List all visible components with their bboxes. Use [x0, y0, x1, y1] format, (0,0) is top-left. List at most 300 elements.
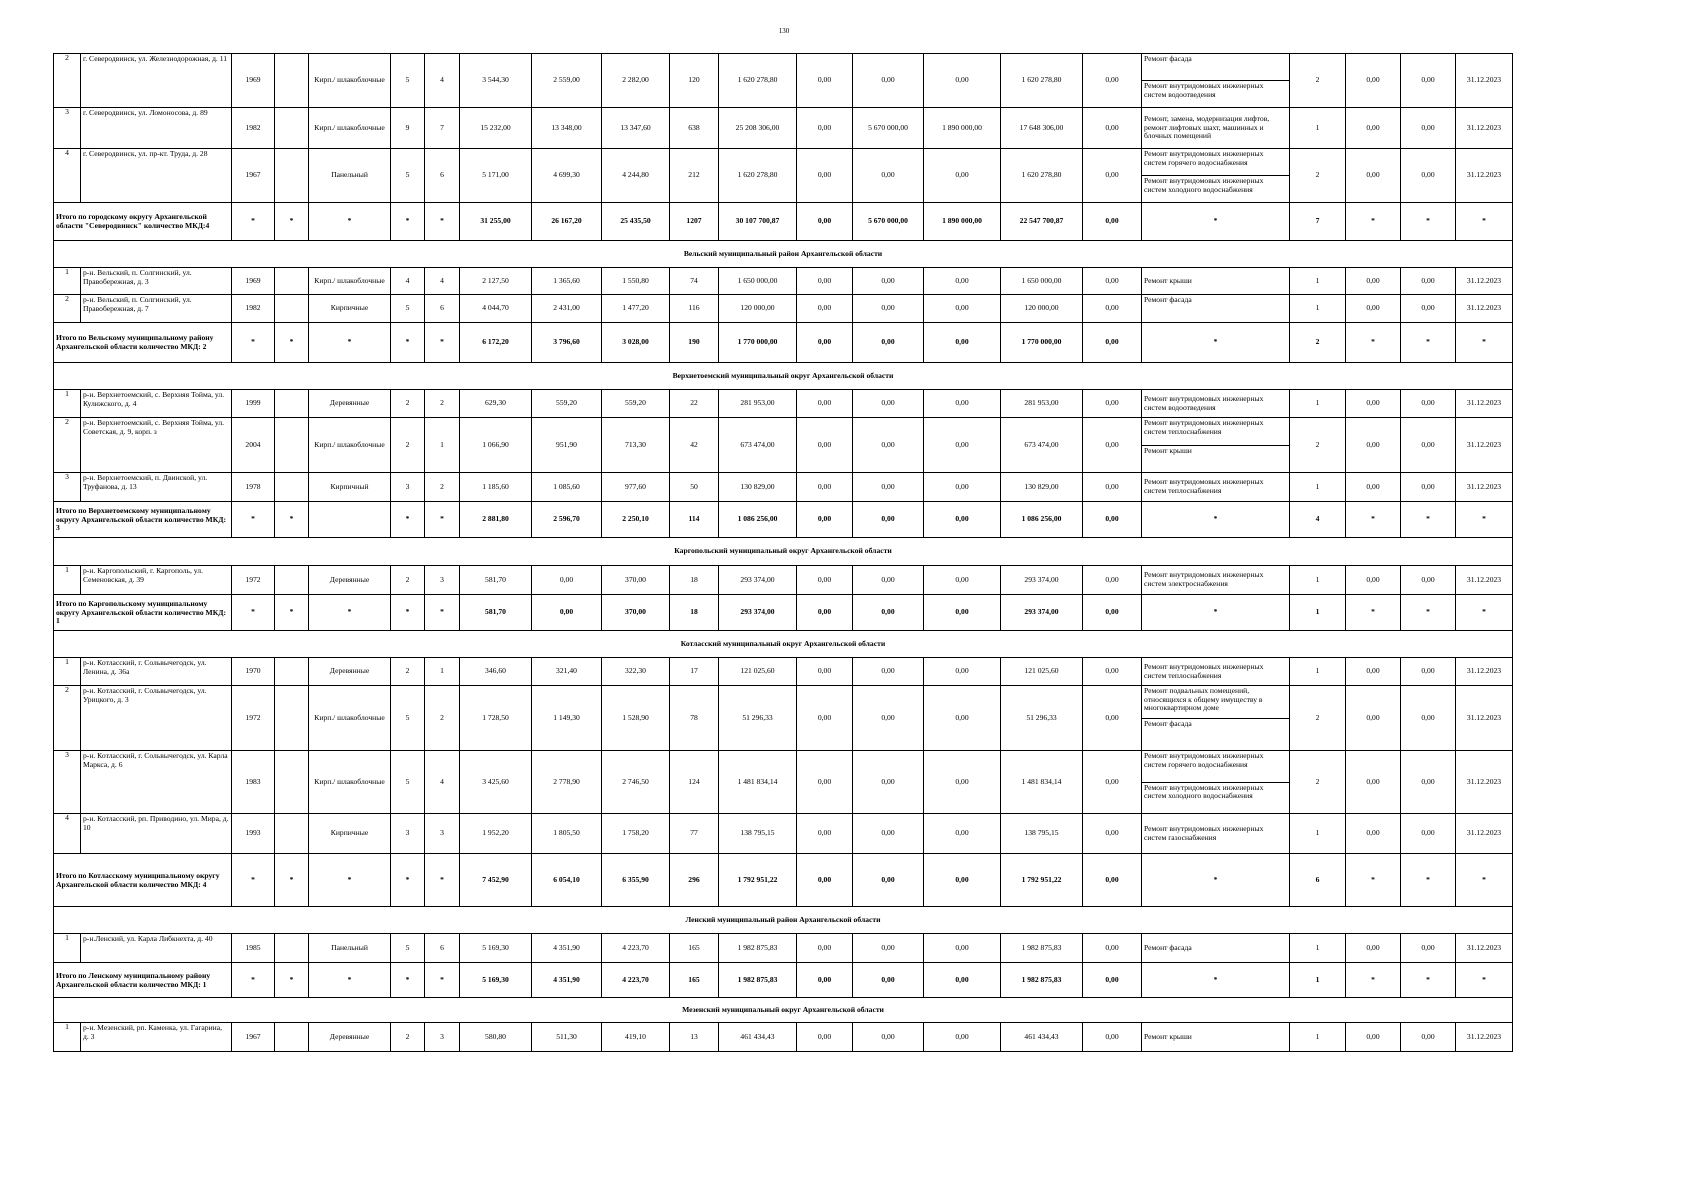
cell-blank [275, 934, 309, 963]
cell-area-res: 4 223,70 [602, 963, 670, 998]
cell-date: * [1456, 963, 1513, 998]
cell-works-count: 2 [1290, 54, 1346, 108]
cell-fund-other: 0,00 [1083, 323, 1142, 363]
cell-works-count: 1 [1290, 473, 1346, 502]
cell-floors: 2 [391, 1023, 425, 1052]
cell-date: * [1456, 595, 1513, 631]
cell-num: 2 [54, 54, 81, 108]
cell-fund-mun: 0,00 [924, 963, 1001, 998]
cell-area-res: 1 550,80 [602, 268, 670, 295]
cell-works-count: 2 [1290, 686, 1346, 751]
cell-spec-cost: 0,00 [1346, 658, 1401, 686]
cell-wall: Кирп./ шлакоблочные [309, 108, 391, 149]
cell-cost-total: 138 795,15 [719, 814, 797, 854]
cell-blank [275, 390, 309, 418]
cell-fund-owner: 293 374,00 [1001, 566, 1083, 595]
cell-entrances: 7 [425, 108, 460, 149]
cell-works: Ремонт внутридомовых инженерных систем газоснабжения [1142, 814, 1290, 854]
cell-floors: 5 [391, 149, 425, 203]
cell-floors: * [391, 963, 425, 998]
cell-fund-reg: 0,00 [853, 390, 924, 418]
cell-floors: 5 [391, 686, 425, 751]
cell-year: * [232, 502, 275, 538]
cell-num: 1 [54, 566, 81, 595]
cell-address: р-н. Котласский, г. Сольвычегодск, ул. Урицкого, д. 3 [81, 686, 232, 751]
cell-entrances: 1 [425, 658, 460, 686]
cell-area: 1 728,50 [460, 686, 532, 751]
cell-floors: 5 [391, 934, 425, 963]
cell-residents: 165 [670, 963, 719, 998]
cell-cost-total: 1 650 000,00 [719, 268, 797, 295]
cell-fund-fed: 0,00 [797, 751, 853, 814]
cell-cost-total: 1 620 278,80 [719, 54, 797, 108]
cell-spec-unit: 0,00 [1401, 268, 1456, 295]
cell-fund-owner: 673 474,00 [1001, 418, 1083, 473]
cell-floors: * [391, 502, 425, 538]
cell-blank [275, 566, 309, 595]
cell-entrances: * [425, 854, 460, 907]
cell-area: 3 425,60 [460, 751, 532, 814]
cell-blank [275, 814, 309, 854]
cell-blank [275, 751, 309, 814]
cell-works [1142, 149, 1290, 203]
cell-fund-mun: 0,00 [924, 323, 1001, 363]
cell-area-res: 2 282,00 [602, 54, 670, 108]
cell-works-count: 1 [1290, 658, 1346, 686]
cell-wall: Кирпичные [309, 814, 391, 854]
cell-year: 1982 [232, 295, 275, 323]
cell-fund-other: 0,00 [1083, 595, 1142, 631]
cell-fund-mun: 0,00 [924, 854, 1001, 907]
cell-works: Ремонт внутридомовых инженерных систем теплоснабжения [1142, 473, 1290, 502]
cell-cost-total: 673 474,00 [719, 418, 797, 473]
cell-residents: 296 [670, 854, 719, 907]
cell-area: 629,30 [460, 390, 532, 418]
cell-date: 31.12.2023 [1456, 54, 1513, 108]
cell-address: р-н. Вельский, п. Солгинский, ул. Правобережная, д. 7 [81, 295, 232, 323]
cell-area-res: 1 477,20 [602, 295, 670, 323]
cell-cost-total: 293 374,00 [719, 595, 797, 631]
cell-blank [275, 473, 309, 502]
cell-area: 2 127,50 [460, 268, 532, 295]
cell-blank [275, 686, 309, 751]
cell-residents: 114 [670, 502, 719, 538]
cell-entrances: 6 [425, 934, 460, 963]
cell-works: Ремонт внутридомовых инженерных систем электроснабжения [1142, 566, 1290, 595]
cell-num: 3 [54, 751, 81, 814]
cell-cost-total: 121 025,60 [719, 658, 797, 686]
cell-floors: 2 [391, 658, 425, 686]
cell-area-res: 13 347,60 [602, 108, 670, 149]
cell-spec-unit: 0,00 [1401, 108, 1456, 149]
table-row [54, 934, 1513, 963]
cell-works-count: 2 [1290, 418, 1346, 473]
cell-works: * [1142, 595, 1290, 631]
cell-works [1142, 751, 1290, 814]
cell-residents: 78 [670, 686, 719, 751]
cell-spec-unit: 0,00 [1401, 751, 1456, 814]
cell-blank [275, 658, 309, 686]
cell-fund-reg: 0,00 [853, 566, 924, 595]
cell-fund-reg: 0,00 [853, 934, 924, 963]
cell-fund-reg: 5 670 000,00 [853, 108, 924, 149]
section-title: Верхнетоемский муниципальный округ Архангельской области [54, 363, 1513, 390]
cell-address: р-н. Котласский, рп. Приводино, ул. Мира, д. 10 [81, 814, 232, 854]
cell-residents: 13 [670, 1023, 719, 1052]
cell-area-living: 13 348,00 [532, 108, 602, 149]
cell-fund-reg: 0,00 [853, 295, 924, 323]
table-row [54, 814, 1513, 854]
work-item: Ремонт внутридомовых инженерных систем теплоснабжения [1144, 418, 1264, 436]
cell-date: 31.12.2023 [1456, 108, 1513, 149]
cell-entrances: 3 [425, 566, 460, 595]
cell-year: 1969 [232, 54, 275, 108]
cell-fund-fed: 0,00 [797, 595, 853, 631]
cell-area-res: 1 528,90 [602, 686, 670, 751]
cell-area-living: 0,00 [532, 566, 602, 595]
cell-area-living: 559,20 [532, 390, 602, 418]
cell-cost-total: 293 374,00 [719, 566, 797, 595]
work-item: Ремонт внутридомовых инженерных систем горячего водоснабжения [1144, 751, 1264, 769]
cell-works: Ремонт фасада [1142, 295, 1290, 323]
cell-address: г. Северодвинск, ул. Ломоносова, д. 89 [81, 108, 232, 149]
cell-floors: 3 [391, 814, 425, 854]
cell-area-living: 951,90 [532, 418, 602, 473]
cell-address: р-н. Верхнетоемский, с. Верхняя Тойма, ул. Кулижского, д. 4 [81, 390, 232, 418]
cell-area-res: 3 028,00 [602, 323, 670, 363]
cell-cost-total: 1 770 000,00 [719, 323, 797, 363]
section-title: Вельский муниципальный район Архангельской области [54, 241, 1513, 268]
cell-fund-mun: 0,00 [924, 390, 1001, 418]
cell-fund-other: 0,00 [1083, 268, 1142, 295]
cell-fund-reg: 0,00 [853, 149, 924, 203]
cell-spec-cost: 0,00 [1346, 268, 1401, 295]
section-header-row [54, 998, 1513, 1023]
table-row [54, 149, 1513, 203]
cell-fund-other: 0,00 [1083, 295, 1142, 323]
cell-spec-unit: 0,00 [1401, 934, 1456, 963]
capital-repair-table [53, 53, 1513, 1052]
cell-area-res: 322,30 [602, 658, 670, 686]
cell-wall: * [309, 323, 391, 363]
section-header-row [54, 241, 1513, 268]
cell-wall: * [309, 854, 391, 907]
cell-fund-reg: 0,00 [853, 814, 924, 854]
cell-blank [275, 268, 309, 295]
cell-area-living: 4 699,30 [532, 149, 602, 203]
cell-date: 31.12.2023 [1456, 814, 1513, 854]
total-label: Итого по Котласскому муниципальному округу Архангельской области количество МКД: 4 [54, 854, 232, 907]
cell-address: г. Северодвинск, ул. Железнодорожная, д. 11 [81, 54, 232, 108]
cell-works: Ремонт крыши [1142, 268, 1290, 295]
cell-area-res: 2 746,50 [602, 751, 670, 814]
cell-fund-reg: 0,00 [853, 502, 924, 538]
cell-fund-mun: 0,00 [924, 149, 1001, 203]
cell-works: * [1142, 323, 1290, 363]
table-row [54, 658, 1513, 686]
work-item: Ремонт фасада [1142, 718, 1289, 751]
cell-works: Ремонт внутридомовых инженерных систем водоотведения [1142, 390, 1290, 418]
cell-year: * [232, 963, 275, 998]
works-list [1142, 751, 1289, 813]
cell-area: 581,70 [460, 566, 532, 595]
table-row [54, 295, 1513, 323]
cell-blank: * [275, 854, 309, 907]
cell-fund-mun: 1 890 000,00 [924, 203, 1001, 241]
cell-floors: 5 [391, 54, 425, 108]
cell-residents: 18 [670, 566, 719, 595]
cell-spec-cost: * [1346, 323, 1401, 363]
cell-area: 31 255,00 [460, 203, 532, 241]
total-row [54, 502, 1513, 538]
cell-wall: Кирп./ шлакоблочные [309, 751, 391, 814]
cell-fund-owner: 1 982 875,83 [1001, 934, 1083, 963]
section-header-row [54, 631, 1513, 658]
cell-floors: * [391, 203, 425, 241]
cell-fund-owner: 138 795,15 [1001, 814, 1083, 854]
cell-fund-reg: 0,00 [853, 751, 924, 814]
total-row [54, 323, 1513, 363]
cell-works-count: 7 [1290, 203, 1346, 241]
cell-floors: 5 [391, 295, 425, 323]
cell-area-living: 1 805,50 [532, 814, 602, 854]
cell-fund-fed: 0,00 [797, 149, 853, 203]
cell-works-count: 1 [1290, 934, 1346, 963]
cell-fund-fed: 0,00 [797, 566, 853, 595]
cell-date: 31.12.2023 [1456, 418, 1513, 473]
cell-spec-unit: * [1401, 963, 1456, 998]
cell-area: 5 169,30 [460, 963, 532, 998]
cell-blank [275, 418, 309, 473]
cell-year: 1978 [232, 473, 275, 502]
cell-wall: Кирп./ шлакоблочные [309, 418, 391, 473]
cell-year: 1983 [232, 751, 275, 814]
cell-spec-unit: 0,00 [1401, 814, 1456, 854]
cell-year: * [232, 854, 275, 907]
cell-works: Ремонт крыши [1142, 1023, 1290, 1052]
cell-cost-total: 1 481 834,14 [719, 751, 797, 814]
section-header-row [54, 363, 1513, 390]
total-row [54, 963, 1513, 998]
cell-fund-other: 0,00 [1083, 502, 1142, 538]
cell-entrances: * [425, 502, 460, 538]
cell-works-count: 1 [1290, 268, 1346, 295]
cell-spec-unit: 0,00 [1401, 295, 1456, 323]
cell-fund-other: 0,00 [1083, 473, 1142, 502]
total-label: Итого по Ленскому муниципальному району Архангельской области количество МКД: 1 [54, 963, 232, 998]
cell-fund-mun: 0,00 [924, 473, 1001, 502]
cell-works-count: 2 [1290, 751, 1346, 814]
cell-fund-mun: 1 890 000,00 [924, 108, 1001, 149]
cell-wall: Панельный [309, 149, 391, 203]
cell-num: 1 [54, 1023, 81, 1052]
cell-entrances: 2 [425, 473, 460, 502]
cell-residents: 22 [670, 390, 719, 418]
cell-spec-unit: 0,00 [1401, 1023, 1456, 1052]
cell-address: р-н. Верхнетоемский, п. Двинской, ул. Труфанова, д. 13 [81, 473, 232, 502]
cell-year: * [232, 203, 275, 241]
cell-works-count: 2 [1290, 323, 1346, 363]
cell-fund-mun: 0,00 [924, 1023, 1001, 1052]
cell-area: 1 066,90 [460, 418, 532, 473]
total-label: Итого по Вельскому муниципальному району Архангельской области количество МКД: 2 [54, 323, 232, 363]
cell-works-count: 1 [1290, 814, 1346, 854]
cell-fund-owner: 281 953,00 [1001, 390, 1083, 418]
cell-area-living: 26 167,20 [532, 203, 602, 241]
table-row [54, 686, 1513, 751]
cell-area-living: 3 796,60 [532, 323, 602, 363]
cell-date: 31.12.2023 [1456, 268, 1513, 295]
cell-area-living: 2 778,90 [532, 751, 602, 814]
cell-fund-reg: 0,00 [853, 268, 924, 295]
cell-fund-mun: 0,00 [924, 268, 1001, 295]
cell-date: 31.12.2023 [1456, 390, 1513, 418]
cell-fund-other: 0,00 [1083, 963, 1142, 998]
cell-fund-owner: 121 025,60 [1001, 658, 1083, 686]
cell-spec-cost: * [1346, 203, 1401, 241]
cell-residents: 116 [670, 295, 719, 323]
cell-date: 31.12.2023 [1456, 751, 1513, 814]
cell-area-res: 25 435,50 [602, 203, 670, 241]
cell-num: 3 [54, 473, 81, 502]
cell-spec-cost: * [1346, 502, 1401, 538]
cell-fund-fed: 0,00 [797, 295, 853, 323]
cell-fund-mun: 0,00 [924, 934, 1001, 963]
cell-entrances: 6 [425, 149, 460, 203]
cell-entrances: 4 [425, 54, 460, 108]
cell-year: 1972 [232, 686, 275, 751]
cell-entrances: 1 [425, 418, 460, 473]
works-list [1142, 54, 1289, 107]
cell-area: 7 452,90 [460, 854, 532, 907]
cell-area: 5 171,00 [460, 149, 532, 203]
cell-fund-other: 0,00 [1083, 1023, 1142, 1052]
table-row [54, 1023, 1513, 1052]
cell-wall: Деревянные [309, 566, 391, 595]
cell-area-res: 6 355,90 [602, 854, 670, 907]
cell-residents: 18 [670, 595, 719, 631]
cell-fund-mun: 0,00 [924, 295, 1001, 323]
cell-wall: Панельный [309, 934, 391, 963]
cell-fund-mun: 0,00 [924, 502, 1001, 538]
cell-area-living: 2 596,70 [532, 502, 602, 538]
table-row [54, 473, 1513, 502]
cell-works-count: 1 [1290, 566, 1346, 595]
cell-works-count: 2 [1290, 149, 1346, 203]
cell-residents: 77 [670, 814, 719, 854]
cell-works-count: 6 [1290, 854, 1346, 907]
cell-blank [275, 1023, 309, 1052]
cell-works-count: 1 [1290, 963, 1346, 998]
total-row [54, 854, 1513, 907]
cell-cost-total: 120 000,00 [719, 295, 797, 323]
cell-blank [275, 108, 309, 149]
cell-spec-unit: * [1401, 323, 1456, 363]
cell-fund-other: 0,00 [1083, 686, 1142, 751]
cell-area: 346,60 [460, 658, 532, 686]
cell-residents: 190 [670, 323, 719, 363]
cell-area-living: 2 559,00 [532, 54, 602, 108]
cell-address: р-н. Котласский, г. Сольвычегодск, ул. Ленина, д. 36а [81, 658, 232, 686]
cell-spec-unit: * [1401, 595, 1456, 631]
cell-area-living: 1 149,30 [532, 686, 602, 751]
cell-cost-total: 30 107 700,87 [719, 203, 797, 241]
cell-area: 6 172,20 [460, 323, 532, 363]
section-title: Ленский муниципальный район Архангельской области [54, 907, 1513, 934]
cell-fund-fed: 0,00 [797, 934, 853, 963]
cell-works-count: 1 [1290, 1023, 1346, 1052]
table-row [54, 390, 1513, 418]
cell-entrances: 3 [425, 814, 460, 854]
cell-residents: 638 [670, 108, 719, 149]
cell-wall: Кирпичные [309, 295, 391, 323]
page-number: 130 [778, 27, 790, 35]
cell-fund-fed: 0,00 [797, 963, 853, 998]
cell-spec-unit: * [1401, 203, 1456, 241]
cell-fund-owner: 17 648 306,00 [1001, 108, 1083, 149]
cell-fund-owner: 22 547 700,87 [1001, 203, 1083, 241]
cell-year: 1969 [232, 268, 275, 295]
cell-blank [275, 149, 309, 203]
work-item: Ремонт внутридомовых инженерных систем водоотведения [1142, 80, 1289, 107]
cell-residents: 165 [670, 934, 719, 963]
cell-fund-fed: 0,00 [797, 203, 853, 241]
table-row [54, 751, 1513, 814]
cell-floors: 3 [391, 473, 425, 502]
cell-fund-reg: 5 670 000,00 [853, 203, 924, 241]
cell-area: 2 881,80 [460, 502, 532, 538]
cell-spec-cost: 0,00 [1346, 566, 1401, 595]
cell-year: 1993 [232, 814, 275, 854]
cell-works-count: 1 [1290, 595, 1346, 631]
cell-date: 31.12.2023 [1456, 473, 1513, 502]
cell-works: * [1142, 502, 1290, 538]
cell-date: * [1456, 323, 1513, 363]
cell-date: 31.12.2023 [1456, 295, 1513, 323]
cell-fund-owner: 1 620 278,80 [1001, 149, 1083, 203]
cell-fund-other: 0,00 [1083, 418, 1142, 473]
cell-spec-cost: 0,00 [1346, 814, 1401, 854]
cell-fund-fed: 0,00 [797, 108, 853, 149]
cell-blank: * [275, 323, 309, 363]
cell-works-count: 1 [1290, 390, 1346, 418]
cell-blank [275, 54, 309, 108]
cell-num: 1 [54, 934, 81, 963]
cell-works-count: 1 [1290, 295, 1346, 323]
cell-year: * [232, 595, 275, 631]
cell-blank [275, 295, 309, 323]
cell-area-res: 4 223,70 [602, 934, 670, 963]
cell-fund-other: 0,00 [1083, 751, 1142, 814]
cell-fund-owner: 1 481 834,14 [1001, 751, 1083, 814]
cell-year: 1999 [232, 390, 275, 418]
cell-fund-reg: 0,00 [853, 854, 924, 907]
cell-spec-cost: * [1346, 963, 1401, 998]
cell-spec-cost: * [1346, 595, 1401, 631]
cell-works: * [1142, 203, 1290, 241]
cell-fund-other: 0,00 [1083, 814, 1142, 854]
cell-cost-total: 461 434,43 [719, 1023, 797, 1052]
cell-fund-owner: 1 086 256,00 [1001, 502, 1083, 538]
cell-fund-mun: 0,00 [924, 814, 1001, 854]
cell-works: Ремонт внутридомовых инженерных систем теплоснабжения [1142, 658, 1290, 686]
total-label: Итого по Каргопольскому муниципальному округу Архангельской области количество МКД: 1 [54, 595, 232, 631]
cell-fund-reg: 0,00 [853, 54, 924, 108]
cell-floors: 9 [391, 108, 425, 149]
cell-entrances: 4 [425, 751, 460, 814]
cell-blank: * [275, 502, 309, 538]
cell-wall: Деревянные [309, 390, 391, 418]
